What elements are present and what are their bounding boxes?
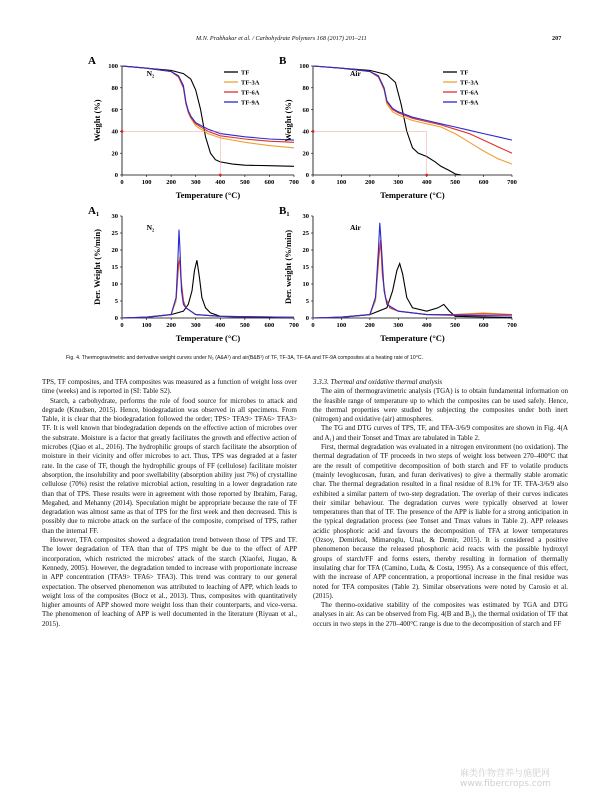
panel-label: B [279, 55, 287, 67]
x-tick-label: 100 [141, 179, 152, 186]
figure-caption: Fig. 4. Thermogravimetric and derivative weight curves under N₂ (A&A¹) and air(B&B¹) of TF, TF-3A, TF-6A and TF-9A composites at a heating rate of 10°C. [66, 355, 424, 361]
x-tick-label: 0 [120, 322, 124, 329]
reference-marker [312, 130, 315, 133]
legend-label: TF-6A [460, 89, 479, 97]
series-line-tf-6a [313, 66, 512, 153]
x-tick-label: 500 [239, 322, 250, 329]
x-tick-label: 300 [393, 322, 404, 329]
x-tick-label: 100 [141, 322, 152, 329]
y-tick-label: 40 [111, 128, 118, 136]
x-tick-label: 500 [239, 179, 250, 186]
x-axis-label: Temperature (°C) [380, 190, 445, 200]
x-tick-label: 300 [190, 179, 201, 186]
panel-label: A [88, 55, 96, 67]
legend-label: TF-9A [460, 99, 479, 107]
y-axis-label: Der. weight (%/min) [283, 229, 293, 305]
paragraph: TPS, TF composites, and TFA composites was measured as a function of weight loss over time (weeks) and is reported in (SI: Table S2). [42, 378, 297, 396]
legend-label: TF [241, 69, 250, 77]
x-tick-label: 400 [421, 179, 432, 186]
y-tick-label: 5 [114, 298, 118, 306]
x-tick-label: 600 [264, 322, 275, 329]
x-tick-label: 700 [507, 179, 517, 186]
series-line-tf [313, 264, 512, 318]
paragraph: The thermo-oxidative stability of the composites was estimated by TGA and DTG analyses in air. As can be observed from Fig. 4(B and B₁), the thermal oxidation of TF that occurs in two steps in the 270–400°C range is due to the decomposition of starch and FF [313, 601, 568, 628]
x-tick-label: 700 [507, 322, 517, 329]
x-axis-label: Temperature (°C) [175, 190, 241, 200]
x-tick-label: 100 [336, 322, 347, 329]
x-tick-label: 400 [421, 322, 432, 329]
x-tick-label: 600 [478, 322, 489, 329]
y-tick-label: 100 [108, 63, 118, 71]
y-tick-label: 30 [111, 213, 118, 221]
series-line-tf-3a [122, 66, 294, 148]
series-line-tf [313, 66, 461, 175]
paragraph: The aim of thermogravimetric analysis (TGA) is to obtain fundamental information on the feasible range of temperature up to which the composites can be used safely. Hence, the thermal properties were studied by subjecting the composites under both inert (nitrogen) and oxidative (air) atmospheres. [313, 387, 568, 424]
y-tick-label: 100 [299, 63, 309, 71]
y-tick-label: 25 [111, 230, 118, 238]
panel-annotation: Air [349, 223, 361, 232]
legend-label: TF-3A [241, 79, 260, 87]
y-axis-label: Der. Weight (%/min) [92, 229, 102, 305]
x-tick-label: 300 [393, 179, 404, 186]
paragraph: First, thermal degradation was evaluated in a nitrogen environment (no oxidation). The thermal degradation of TF proceeds in two steps of weight loss between 270–400°C that are the result of competitive decomposition of both starch and FF to volatile products (mainly levoglucosan, furan, and furan derivatives) to give a thermally stable aromatic char. The thermal degradation resulted in a final residue of 8.1% for TF. TFA-3/6/9 also exhibited a similar pattern of two-step degradation. The overlap of their curves indicates their similar behaviour. The degradation curves were typically observed at lower temperatures than that of TF. The presence of the APP is liable for a strong anticipation in the typical degradation process (see Tonset and Tmax values in Table 2). APP releases acidic phosphoric acid and favours the decomposition of TFA at lower temperatures (Ozsoy, Demirkol, Mimaroglu, Unal, & Demir, 2015). It is considered a positive phenomenon because the released phosphoric acid reacts with the possible hydroxyl groups of starch/FF and forms esters, thereby resulting in formation of thermally insulating char for TFA (Camino, Luda, & Costa, 1995). As a consequence of this effect, with the increase of APP concentration, a proportional increase in the final residue was noted for TFA composites (Table 2). Similar observations were noted by Carosio et al. (2015). [313, 443, 568, 600]
y-tick-label: 10 [111, 281, 118, 289]
y-tick-label: 20 [302, 150, 309, 158]
reference-marker [121, 130, 124, 133]
reference-marker [219, 174, 222, 177]
series-line-tf-9a [313, 223, 512, 318]
series-line-tf [122, 66, 294, 166]
x-tick-label: 700 [289, 179, 299, 186]
panel-label: A₁ [88, 205, 100, 217]
reference-marker [425, 174, 428, 177]
x-tick-label: 500 [450, 322, 461, 329]
x-tick-label: 300 [190, 322, 201, 329]
x-tick-label: 200 [364, 179, 375, 186]
right-column [313, 378, 568, 629]
paragraph: Starch, a carbohydrate, performs the role of food source for microbes to attack and degrade (Knudsen, 2015). Hence, biodegradation was observed in all specimens. From Table, it is clear that the biodegradation followed the order; TPS> TFA9> TFA6> TFA3> TF. It is well known that biodegradation depends on the effective action of microbes over the substrate. Moisture is a factor that greatly facilitates the growth and effective action of microbes (Qiao et al., 2016). The hydrophilic groups of starch facilitate the absorption of moisture in their vicinity and offer microbes to act. Thus, TPS was degraded at a faster rate. In the case of TF, though the hydrophilic groups of FF (cellulose) facilitate moister absorption, the insolubility and poor swellability (absorption ability just 7%) of crystalline cellulose (70%) resist the relative microbial action, resulting in a lower degradation rate than that of TPS. These results were in agreement with those reported by Ibrahim, Farag, Megahed, and Mehanny (2014). Speculation might be appropriate because the rate of TF degradation was almost same as that of TPS for the first week and then decreased. This is possibly due to microbe attack on the surface of the composite, comprised of TPS, rather than the internal FF. [42, 396, 297, 535]
x-tick-label: 0 [311, 179, 315, 186]
x-axis-label: Temperature (°C) [380, 333, 445, 343]
legend-label: TF-6A [241, 89, 260, 97]
y-tick-label: 15 [302, 264, 309, 272]
x-tick-label: 700 [289, 322, 299, 329]
series-line-tf-9a [122, 230, 294, 318]
watermark: 麻类作物营养与施肥网 www.fibercrops.com [460, 769, 551, 789]
x-tick-label: 500 [450, 179, 461, 186]
y-tick-label: 20 [302, 247, 309, 255]
y-tick-label: 20 [111, 150, 118, 158]
legend-label: TF-3A [460, 79, 479, 87]
series-line-tf-3a [122, 257, 294, 318]
series-line-tf [122, 260, 294, 318]
panel-label: B₁ [279, 205, 290, 217]
y-tick-label: 30 [302, 213, 309, 221]
y-tick-label: 40 [302, 128, 309, 136]
legend-label: TF-9A [241, 99, 260, 107]
y-tick-label: 5 [305, 298, 309, 306]
y-axis-label: Weight (%) [92, 99, 102, 142]
x-tick-label: 600 [478, 179, 489, 186]
legend-label: TF [460, 69, 469, 77]
y-tick-label: 80 [111, 85, 118, 92]
y-tick-label: 0 [114, 315, 118, 323]
x-tick-label: 200 [166, 322, 177, 329]
y-tick-label: 15 [111, 264, 118, 272]
x-tick-label: 0 [120, 179, 124, 186]
x-tick-label: 400 [215, 322, 226, 329]
y-tick-label: 0 [114, 172, 118, 180]
panel-annotation: Air [349, 69, 361, 78]
y-tick-label: 20 [111, 247, 118, 255]
x-tick-label: 0 [311, 322, 315, 329]
x-axis-label: Temperature (°C) [175, 333, 241, 343]
y-tick-label: 60 [302, 106, 309, 114]
figure-4 [0, 0, 595, 360]
y-tick-label: 0 [305, 315, 309, 323]
series-line-tf-6a [313, 240, 512, 318]
panel-annotation: N₂ [146, 223, 155, 232]
running-title: M.N. Prabhakar et al. / Carbohydrate Polymers 168 (2017) 201–211 [196, 35, 367, 42]
y-tick-label: 0 [305, 172, 309, 180]
left-column [42, 378, 297, 629]
page-number: 207 [552, 35, 562, 42]
y-axis-label: Weight (%) [283, 99, 293, 142]
series-line-tf-3a [313, 66, 512, 164]
x-tick-label: 400 [215, 179, 226, 186]
y-tick-label: 60 [111, 106, 118, 114]
x-tick-label: 200 [364, 322, 375, 329]
paragraph: The TG and DTG curves of TPS, TF, and TFA-3/6/9 composites are shown in Fig. 4(A and A₁) and their Tonset and Tmax are tabulated in Table 2. [313, 424, 568, 442]
paragraph: However, TFA composites showed a degradation trend between those of TPS and TF. The lower degradation of TFA than that of TPS might be due to the effect of APP incorporation, which restricted the microbes' attack of the starch (Xiaofei, Jiugao, & Kennedy, 2005). However, the degradation tended to increase with proportionate increase in APP concentration (TFA9> TFA6> TFA3). This trend was contrary to our general expectation. The observed phenomenon was attributed to leaching of APP, which leads to weight loss of the composites (Bocz et al., 2013). Thus, composites with quantitatively higher amounts of APP showed more weight loss than their counterparts, and vice-versa. The phenomenon of leaching of APP is well documented in the literature (Riyuan et al., 2015). [42, 536, 297, 628]
series-line-tf-9a [313, 66, 512, 140]
x-tick-label: 200 [166, 179, 177, 186]
x-tick-label: 100 [336, 179, 347, 186]
y-tick-label: 10 [302, 281, 309, 289]
x-tick-label: 600 [264, 179, 275, 186]
series-line-tf-6a [122, 260, 294, 318]
y-tick-label: 80 [302, 85, 309, 92]
section-heading: 3.3.3. Thermal and oxidative thermal analysis [313, 378, 443, 386]
panel-annotation: N₂ [146, 69, 155, 78]
y-tick-label: 25 [302, 230, 309, 238]
